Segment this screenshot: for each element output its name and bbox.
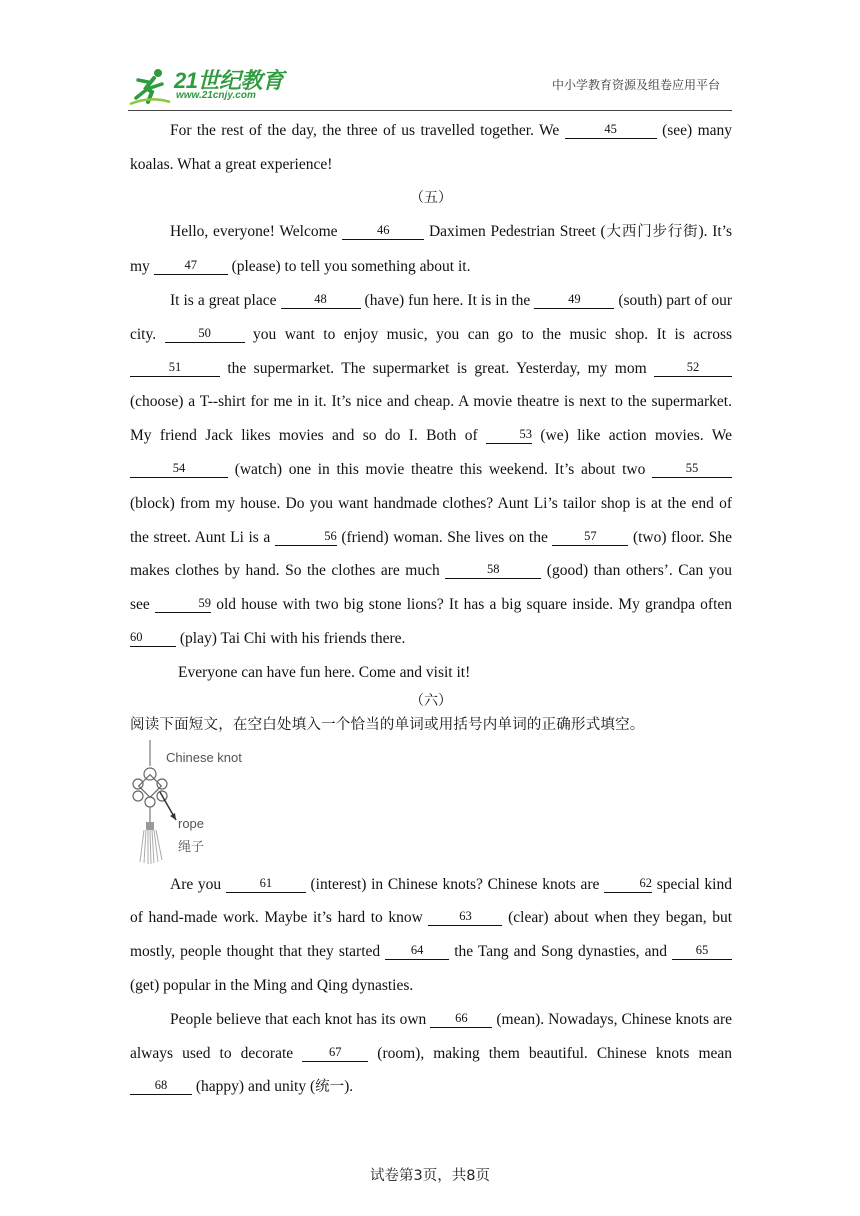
blank-54[interactable]: 54 bbox=[130, 459, 228, 478]
chinese-knot-figure bbox=[130, 738, 260, 866]
document-body bbox=[130, 114, 732, 1105]
figure-label-rope-cn: 绳子 bbox=[178, 839, 205, 855]
blank-59[interactable]: 59 bbox=[155, 594, 211, 613]
blank-48[interactable]: 48 bbox=[281, 290, 361, 309]
passage-5-paragraph-3: Everyone can have fun here. Come and visit it! bbox=[178, 663, 471, 681]
passage-6-paragraph-1: Are you 61 (interest) in Chinese knots? Chinese knots are 62 special kind of hand-made work. Maybe it’s hard to know 63 (clear) about when they began, but mostly, people thought that they started 64 the Tang and Song dynasties, and 65 (get) popular in the Ming and Qing dynasties. bbox=[130, 875, 733, 994]
passage-6-paragraph-2: People believe that each knot has its own 66 (mean). Nowadays, Chinese knots are always used to decorate 67 (room), making them beautiful. Chinese knots mean 68 (happy) and unity (统一). bbox=[130, 1010, 733, 1096]
passage-5-paragraph-1: Hello, everyone! Welcome 46 Daximen Pedestrian Street (大西门步行街). It’s my 47 (please) to tell you something about it. bbox=[130, 223, 733, 276]
figure-label-rope: rope bbox=[178, 815, 205, 831]
blank-65[interactable]: 65 bbox=[672, 941, 732, 960]
section-6-title: （六） bbox=[410, 692, 452, 709]
figure-title: Chinese knot bbox=[166, 749, 242, 765]
section-5-title: （五） bbox=[410, 189, 452, 206]
blank-68[interactable]: 68 bbox=[130, 1076, 192, 1095]
blank-55[interactable]: 55 bbox=[652, 459, 732, 478]
blank-53[interactable]: 53 bbox=[486, 425, 532, 444]
blank-45[interactable]: 45 bbox=[565, 120, 657, 139]
page-footer: 试卷第3页，共8页 bbox=[370, 1168, 490, 1184]
blank-64[interactable]: 64 bbox=[385, 941, 449, 960]
blank-50[interactable]: 50 bbox=[165, 324, 245, 343]
blank-46[interactable]: 46 bbox=[342, 221, 424, 240]
blank-66[interactable]: 66 bbox=[430, 1009, 492, 1028]
blank-49[interactable]: 49 bbox=[534, 290, 614, 309]
section-6-instruction: 阅读下面短文，在空白处填入一个恰当的单词或用括号内单词的正确形式填空。 bbox=[130, 716, 645, 733]
blank-47[interactable]: 47 bbox=[154, 256, 228, 275]
site-logo bbox=[128, 64, 298, 106]
passage-5-paragraph-2: It is a great place 48 (have) fun here. It is in the 49 (south) part of our city. 50 you want to enjoy music, you can go to the music shop. It is across 51 the supermarket. The supermarket is great. Yesterday, my mom 52 (choose) a T--shirt for me in it. It’s nice and cheap. A movie theatre is next to the supermarket. My friend Jack likes movies and so do I. Both of 53 (we) like action movies. We 54 (watch) one in this movie theatre this weekend. It’s about two 55 (block) from my house. Do you want handmade clothes? Aunt Li’s tailor shop is at the end of the street. Aunt Li is a 56 (friend) woman. She lives on the 57 (two) floor. She makes clothes by hand. So the clothes are much 58 (good) than others’. Can you see 59 old house with two big stone lions? It has a big square inside. My grandpa often 60 (play) Tai Chi with his friends there. bbox=[130, 291, 733, 647]
passage-4-ending: For the rest of the day, the three of us travelled together. We 45 (see) many koalas. What a great experience! bbox=[130, 122, 733, 173]
blank-51[interactable]: 51 bbox=[130, 358, 220, 377]
logo-url: www.21cnjy.com bbox=[176, 90, 256, 101]
blank-67[interactable]: 67 bbox=[302, 1043, 368, 1062]
blank-56[interactable]: 56 bbox=[275, 527, 337, 546]
blank-60[interactable]: 60 bbox=[130, 628, 176, 647]
blank-57[interactable]: 57 bbox=[552, 527, 628, 546]
blank-62[interactable]: 62 bbox=[604, 874, 652, 893]
runner-logo-icon bbox=[128, 68, 172, 106]
platform-name: 中小学教育资源及组卷应用平台 bbox=[551, 78, 720, 92]
blank-58[interactable]: 58 bbox=[445, 560, 541, 579]
logo-text: 21世纪教育 bbox=[174, 68, 284, 93]
blank-63[interactable]: 63 bbox=[428, 907, 502, 926]
page-header bbox=[128, 62, 732, 111]
blank-61[interactable]: 61 bbox=[226, 874, 306, 893]
blank-52[interactable]: 52 bbox=[654, 358, 732, 377]
